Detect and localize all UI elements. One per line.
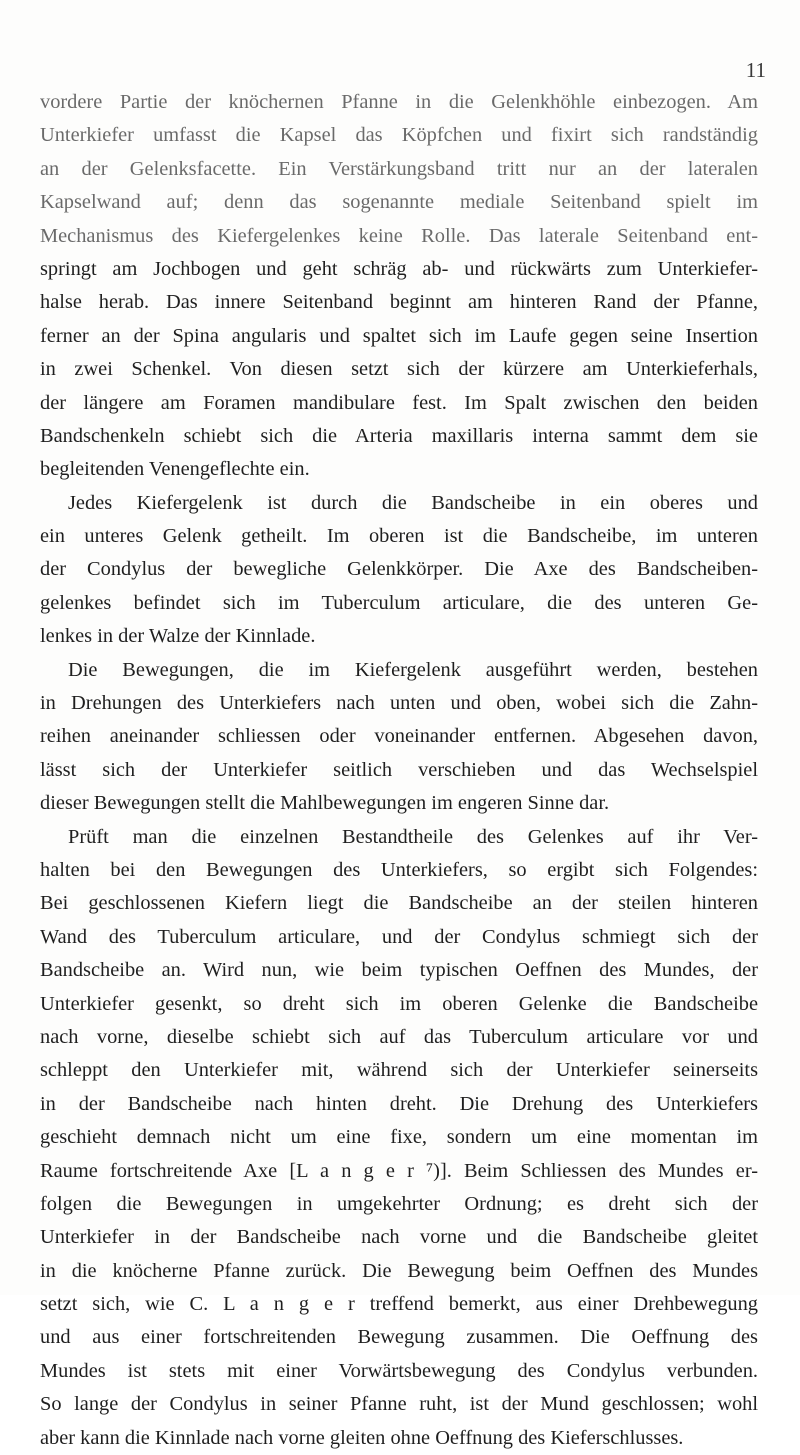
- text-line: vordere Partie der knöchernen Pfanne in die Gelenkhöhle einbezogen. Am: [40, 91, 758, 113]
- text-line: Die Bewegungen, die im Kiefergelenk ausgeführt werden, bestehen: [68, 658, 758, 681]
- text-line: reihen aneinander schliessen oder voneinander entfernen. Abgesehen davon,: [40, 725, 758, 748]
- page-number: 11: [745, 58, 766, 82]
- text-line: Jedes Kiefergelenk ist durch die Bandscheibe in ein oberes und: [68, 491, 758, 514]
- text-line: dieser Bewegungen stellt die Mahlbewegungen im engeren Sinne dar.: [40, 792, 610, 815]
- text-line: Mundes ist stets mit einer Vorwärtsbewegung des Condylus verbunden.: [40, 1359, 758, 1382]
- text-line: halse herab. Das innere Seitenband beginnt am hinteren Rand der Pfanne,: [40, 291, 758, 314]
- paragraph: [40, 821, 758, 1455]
- text-line: setzt sich, wie C. L a n g e r treffend bemerkt, aus einer Drehbewegung: [40, 1293, 758, 1316]
- text-line: Bandscheibe an. Wird nun, wie beim typischen Oeffnen des Mundes, der: [40, 959, 758, 982]
- text-line: und aus einer fortschreitenden Bewegung zusammen. Die Oeffnung des: [40, 1326, 758, 1349]
- text-line: der längere am Foramen mandibulare fest. Im Spalt zwischen den beiden: [40, 391, 758, 414]
- text-line: So lange der Condylus in seiner Pfanne ruht, ist der Mund geschlossen; wohl: [40, 1393, 758, 1416]
- text-line: Wand des Tuberculum articulare, und der Condylus schmiegt sich der: [40, 925, 758, 948]
- text-line: folgen die Bewegungen in umgekehrter Ordnung; es dreht sich der: [40, 1192, 758, 1215]
- body-text: [40, 86, 758, 1455]
- text-line: an der Gelenksfacette. Ein Verstärkungsband tritt nur an der lateralen: [40, 157, 758, 180]
- text-line: ein unteres Gelenk getheilt. Im oberen ist die Bandscheibe, im unteren: [40, 525, 758, 548]
- text-line: Bei geschlossenen Kiefern liegt die Bandscheibe an der steilen hinteren: [40, 892, 758, 915]
- text-line: gelenkes befindet sich im Tuberculum articulare, die des unteren Ge-: [40, 591, 758, 614]
- text-line: lässt sich der Unterkiefer seitlich verschieben und das Wechselspiel: [40, 758, 758, 781]
- text-line: Raume fortschreitende Axe [L a n g e r ⁷)]. Beim Schliessen des Mundes er-: [40, 1159, 758, 1182]
- text-line: Unterkiefer gesenkt, so dreht sich im oberen Gelenke die Bandscheibe: [40, 992, 758, 1015]
- text-line: geschieht demnach nicht um eine fixe, sondern um eine momentan im: [40, 1126, 758, 1149]
- text-line: Mechanismus des Kiefergelenkes keine Rolle. Das laterale Seitenband ent-: [40, 224, 758, 247]
- text-line: aber kann die Kinnlade nach vorne gleiten ohne Oeffnung des Kieferschlusses.: [40, 1426, 684, 1449]
- paragraph: [40, 86, 758, 487]
- text-line: in Drehungen des Unterkiefers nach unten und oben, wobei sich die Zahn-: [40, 692, 758, 715]
- text-line: Bandschenkeln schiebt sich die Arteria maxillaris interna sammt dem sie: [40, 424, 758, 447]
- text-line: springt am Jochbogen und geht schräg ab- und rückwärts zum Unterkiefer-: [40, 257, 758, 280]
- text-line: in zwei Schenkel. Von diesen setzt sich der kürzere am Unterkieferhals,: [40, 358, 758, 381]
- text-line: Unterkiefer in der Bandscheibe nach vorne und die Bandscheibe gleitet: [40, 1226, 758, 1249]
- text-line: ferner an der Spina angularis und spaltet sich im Laufe gegen seine Insertion: [40, 324, 758, 347]
- paragraph: [40, 654, 758, 821]
- text-line: Prüft man die einzelnen Bestandtheile des Gelenkes auf ihr Ver-: [68, 825, 758, 848]
- text-line: der Condylus der bewegliche Gelenkkörper. Die Axe des Bandscheiben-: [40, 558, 758, 581]
- text-line: Unterkiefer umfasst die Kapsel das Köpfchen und fixirt sich randständig: [40, 124, 758, 147]
- text-line: nach vorne, dieselbe schiebt sich auf das Tuberculum articulare vor und: [40, 1025, 758, 1048]
- text-line: Kapselwand auf; denn das sogenannte mediale Seitenband spielt im: [40, 191, 758, 214]
- paragraph: [40, 487, 758, 654]
- text-line: halten bei den Bewegungen des Unterkiefers, so ergibt sich Folgendes:: [40, 858, 758, 881]
- text-line: schleppt den Unterkiefer mit, während sich der Unterkiefer seinerseits: [40, 1059, 758, 1082]
- text-line: begleitenden Venengeflechte ein.: [40, 458, 310, 481]
- text-line: lenkes in der Walze der Kinnlade.: [40, 625, 316, 648]
- text-line: in die knöcherne Pfanne zurück. Die Bewegung beim Oeffnen des Mundes: [40, 1259, 758, 1282]
- text-line: in der Bandscheibe nach hinten dreht. Die Drehung des Unterkiefers: [40, 1092, 758, 1115]
